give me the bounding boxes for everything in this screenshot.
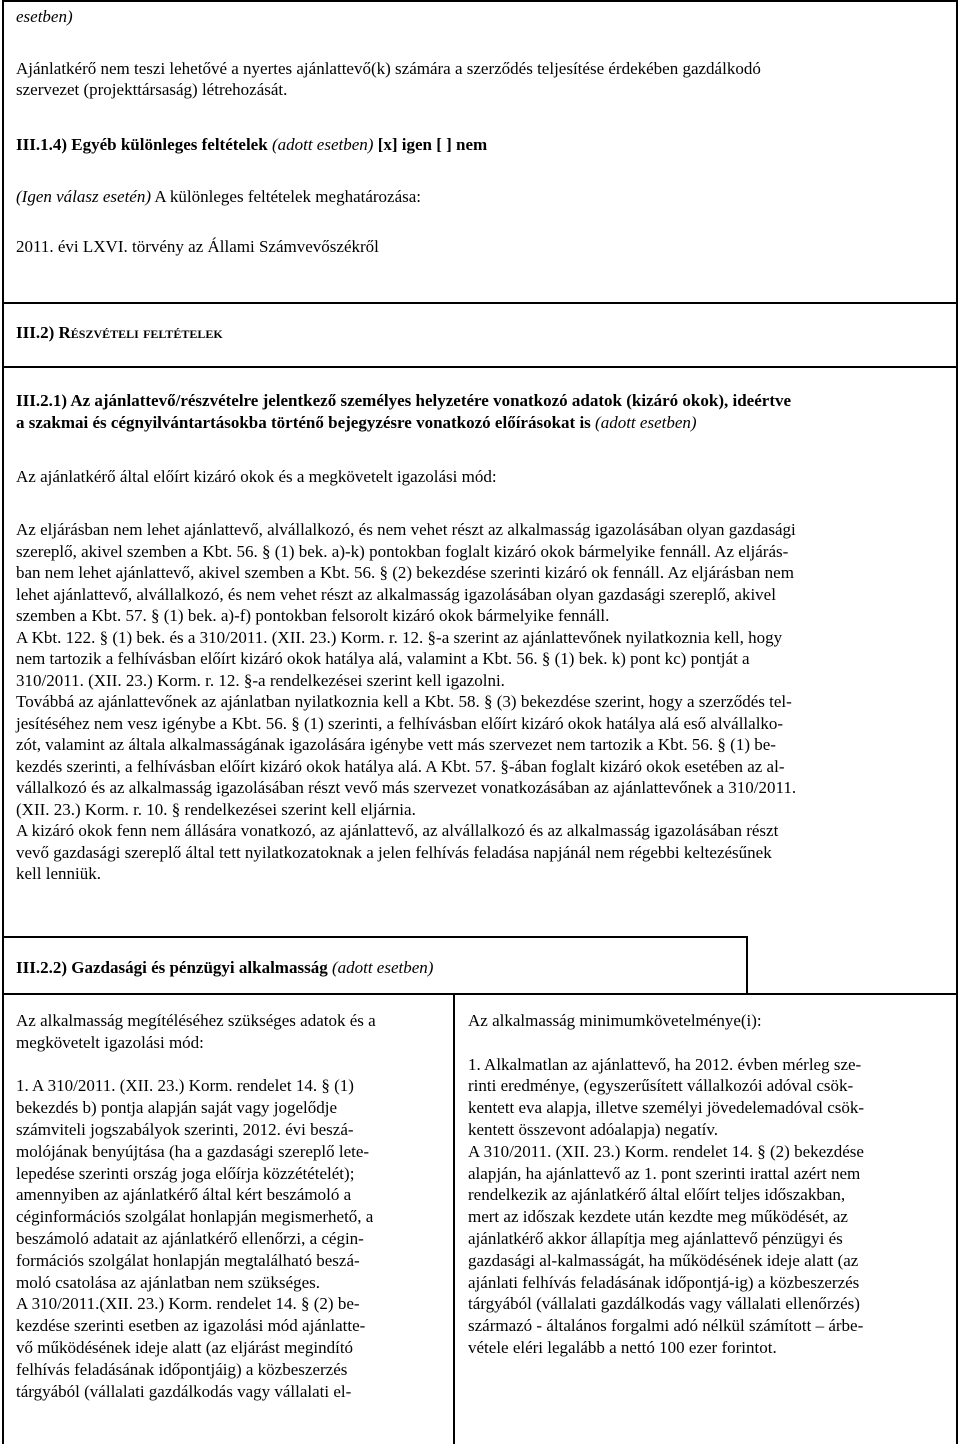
- special-conditions-label: III.1.4) Egyéb különleges feltételek: [16, 135, 268, 154]
- right-line: alapján, ha ajánlattevő az 1. pont szerinti irattal azért nem: [468, 1163, 861, 1183]
- body-line: vevő gazdasági szereplő által tett nyilatkozatoknak a jelen felhívás feladása napjánál nem régebbi keltezésűnek: [16, 842, 772, 862]
- personal-heading-line-2: [16, 412, 697, 434]
- body-line: Továbbá az ajánlattevőnek az ajánlatban nyilatkoznia kell a Kbt. 58. § (3) bekezdése szerint, hogy a szerződés tel-: [16, 692, 792, 711]
- body-line: 310/2011. (XII. 23.) Korm. r. 12. §-a rendelkezései szerint kell igazolni.: [16, 670, 505, 690]
- right-line: [468, 1032, 948, 1054]
- section-number: III.2): [16, 323, 55, 342]
- left-line: [16, 1054, 446, 1076]
- left-line: amennyiben az ajánlatkérő által kért beszámoló a: [16, 1185, 352, 1205]
- economic-heading: [16, 957, 433, 979]
- yes-answer-italic: (Igen válasz esetén): [16, 187, 152, 206]
- body-line: szereplő, akivel szemben a Kbt. 56. § (1) bek. a)-k) pontokban foglalt kizáró okok bármelyike fennáll. Az eljárás-: [16, 541, 789, 561]
- section-divider-1: [2, 302, 958, 304]
- right-line: vétele eléri legalább a nettó 100 ezer forintot.: [468, 1337, 777, 1357]
- left-line: megkövetelt igazolási mód:: [16, 1032, 204, 1052]
- right-line: A 310/2011. (XII. 23.) Korm. rendelet 14. § (2) bekezdése: [468, 1141, 864, 1161]
- right-line: rendelkezik az ajánlatkérő által előírt teljes időszakban,: [468, 1185, 846, 1205]
- yes-answer-line: [16, 186, 421, 208]
- left-line: A 310/2011.(XII. 23.) Korm. rendelet 14. § (2) be-: [16, 1294, 360, 1314]
- left-line: molójának benyújtása (ha a gazdasági szereplő lete-: [16, 1141, 370, 1161]
- right-line: mert az időszak kezdete után kezdte meg működését, az: [468, 1207, 848, 1227]
- body-line: szemben a Kbt. 57. § (1) bek. a)-f) pontokban felsorolt kizáró okok bármelyike fennáll.: [16, 606, 610, 625]
- personal-heading-italic: (adott esetben): [595, 413, 697, 432]
- body-line: (XII. 23.) Korm. r. 10. § rendelkezései szerint kell eljárnia.: [16, 799, 416, 819]
- right-line: ajánlati felhívás feladásának időpontjá-ig) a közbeszerzés: [468, 1272, 860, 1292]
- right-line: ajánlatkérő akkor állapítja meg ajánlattevő pénzügyi és: [468, 1228, 843, 1248]
- special-conditions-options: [x] igen [ ] nem: [377, 135, 488, 154]
- section-divider-top: [2, 0, 958, 2]
- body-line: kezdés szerinti, a felhívásban előírt kizáró okok hatálya alá. A Kbt. 57. §-ában foglalt kizáró okok esetében az al-: [16, 756, 785, 776]
- body-line: A kizáró okok fenn nem állására vonatkozó, az ajánlattevő, az alvállalkozó és az alkalmasság igazolásában részt: [16, 821, 779, 840]
- company-sentence-line-1: Ajánlatkérő nem teszi lehetővé a nyertes ajánlattevő(k) számára a szerződés teljesítése érdekében gazdálkodó: [16, 59, 761, 78]
- body-line: vállalkozó és az alkalmasság igazolásában részt vevő más szervezet vonatkozásában az ajánlattevőnek a 310/2011.: [16, 778, 797, 797]
- left-line: formációs szolgálat honlapján megtalálható beszá-: [16, 1250, 360, 1270]
- section-title: Részvételi feltételek: [58, 323, 223, 342]
- left-line: Az alkalmasság megítéléséhez szükséges adatok és a: [16, 1011, 376, 1030]
- left-line: bekezdés b) pontja alapján saját vagy jogelődje: [16, 1098, 337, 1118]
- left-line: 1. A 310/2011. (XII. 23.) Korm. rendelet 14. § (1): [16, 1076, 354, 1096]
- esetben-line: esetben): [16, 7, 73, 26]
- personal-heading-text: a szakmai és cégnyilvántartásokba történő bejegyzésre vonatkozó előírásokat is: [16, 413, 591, 432]
- left-line: felhívás feladásának időpontjáig) a közbeszerzés: [16, 1359, 348, 1379]
- body-line: zót, valamint az általa alkalmasságának igazolására igénybe vett más szervezet nem tartozik a Kbt. 56. § (1) be-: [16, 735, 776, 754]
- body-line: Az eljárásban nem lehet ajánlattevő, alvállalkozó, és nem vehet részt az alkalmasság igazolásában olyan gazdasági: [16, 520, 796, 539]
- left-line: tárgyából (vállalati gazdálkodás vagy vállalati el-: [16, 1381, 352, 1401]
- economic-heading-text: III.2.2) Gazdasági és pénzügyi alkalmasság: [16, 958, 328, 977]
- left-line: céginformációs szolgálat honlapján megismerhető, a: [16, 1207, 374, 1227]
- section-divider-3: [2, 936, 748, 938]
- exclusion-subheading: Az ajánlatkérő által előírt kizáró okok és a megkövetelt igazolási mód:: [16, 467, 497, 486]
- body-line: ban nem lehet ajánlattevő, akivel szemben a Kbt. 56. § (2) bekezdése szerinti kizáró ok fennáll. Az eljárásban nem: [16, 563, 794, 582]
- right-line: tárgyából (vállalati gazdálkodás vagy vállalati ellenőrzés): [468, 1294, 860, 1314]
- left-line: vő működésének ideje alatt (az eljárást megindító: [16, 1337, 354, 1357]
- right-line: gazdasági al-kalmasságát, ha működésének ideje alatt (az: [468, 1250, 859, 1270]
- left-line: beszámoló adatait az ajánlatkérő ellenőrzi, a cégin-: [16, 1228, 364, 1248]
- company-sentence-line-2: szervezet (projekttársaság) létrehozását.: [16, 80, 288, 99]
- section-heading: [16, 322, 223, 344]
- body-line: kell lenniük.: [16, 864, 101, 883]
- yes-answer-text: A különleges feltételek meghatározása:: [154, 187, 422, 206]
- economic-heading-italic: (adott esetben): [331, 958, 434, 977]
- exclusion-body: [16, 519, 944, 885]
- right-line: származó - általános forgalmi adó nélkül számított – árbe-: [468, 1316, 864, 1336]
- body-line: nem tartozik a felhívásban előírt kizáró okok hatálya alá, valamint a Kbt. 56. § (1) bek. k) pont kc) pontját a: [16, 649, 750, 668]
- right-line: rinti eredménye, (egyszerűsített vállalkozói adóval csök-: [468, 1076, 854, 1096]
- right-line: 1. Alkalmatlan az ajánlattevő, ha 2012. évben mérleg sze-: [468, 1054, 862, 1074]
- right-line: kentett eva alapja, illetve személyi jövedelemadóval csök-: [468, 1098, 865, 1118]
- special-conditions-line: [16, 134, 487, 156]
- left-line: számviteli jogszabályok szerinti, 2012. évi beszá-: [16, 1119, 354, 1139]
- body-line: A Kbt. 122. § (1) bek. és a 310/2011. (XII. 23.) Korm. r. 12. §-a szerint az ajánlattevőnek nyilatkoznia kell, hogy: [16, 627, 783, 647]
- special-conditions-italic: (adott esetben): [271, 135, 374, 154]
- right-line: Az alkalmasság minimumkövetelménye(i):: [468, 1011, 762, 1030]
- personal-heading-line-1: III.2.1) Az ajánlattevő/részvételre jelentkező személyes helyzetére vonatkozó adatok (kizáró okok), ideértve: [16, 391, 792, 410]
- left-line: moló csatolása az ajánlatban nem szükséges.: [16, 1272, 320, 1292]
- right-column: [468, 1010, 948, 1359]
- section-divider-4: [2, 993, 958, 995]
- left-line: lepedése szerinti ország joga előírja közzétételét);: [16, 1163, 355, 1183]
- body-line: jesítéséhez nem vesz igénybe a Kbt. 56. § (1) szerinti, a felhívásban előírt kizáró okok hatálya alá eső alvállalko-: [16, 713, 784, 733]
- left-column: [16, 1010, 446, 1402]
- heading-box-edge: [746, 936, 748, 993]
- column-divider: [453, 993, 455, 1444]
- body-line: lehet ajánlattevő, alvállalkozó, és nem vehet részt az alkalmasság igazolásában olyan gazdasági szereplő, akivel: [16, 584, 776, 604]
- right-line: kentett összevont adóalapja) negatív.: [468, 1119, 719, 1139]
- section-divider-2: [2, 366, 958, 368]
- law-reference: 2011. évi LXVI. törvény az Állami Számvevőszékről: [16, 237, 379, 256]
- left-line: kezdése szerinti esetben az igazolási mód ajánlatte-: [16, 1316, 366, 1336]
